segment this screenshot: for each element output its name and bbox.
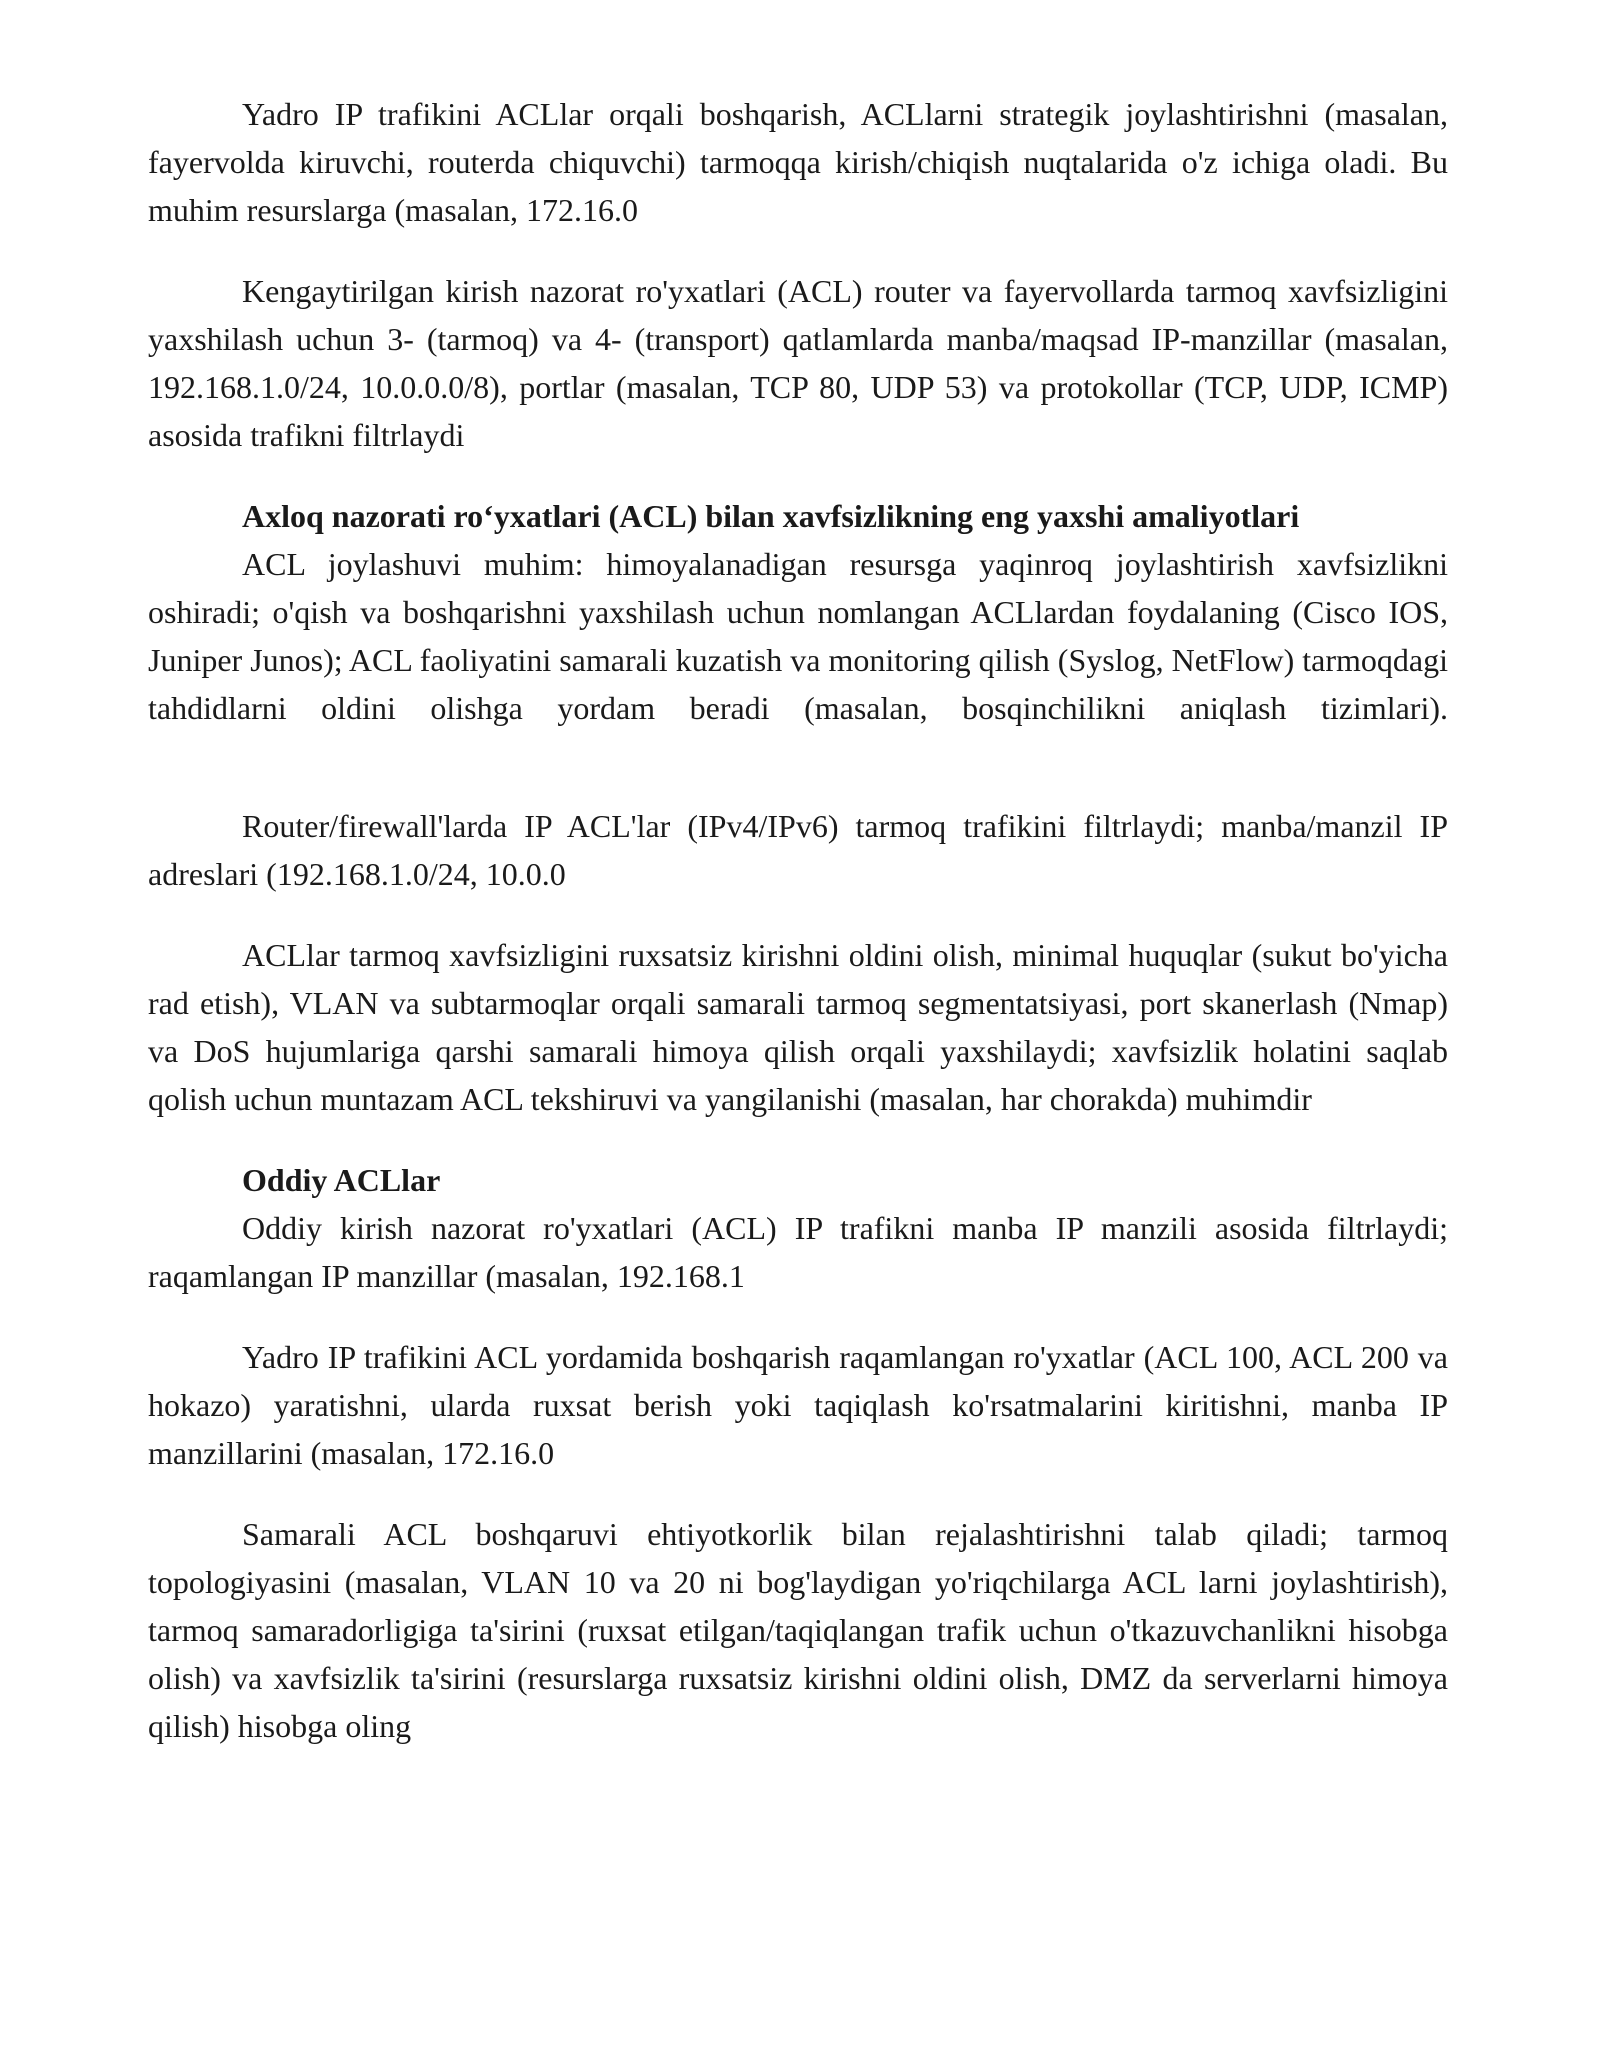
paragraph-ip-acl-router-firewall: Router/firewall'larda IP ACL'lar (IPv4/IPv6) tarmoq trafikini filtrlaydi; manba/manzil IP adreslari (192.168.1.0/24, 10.0.0 bbox=[148, 808, 1448, 892]
paragraph-acl-placement: ACL joylashuvi muhim: himoyalanadigan resursga yaqinroq joylashtirish xavfsizlikni oshiradi; o'qish va boshqarishni yaxshilash uchun nomlangan ACLlardan foydalaning (Cisco IOS, Juniper Junos); ACL faoliyatini samarali kuzatish va monitoring qilish (Syslog, NetFlow) tarmoqdagi tahdidlarni oldini olishga yordam beradi (masalan, bosqinchilikni aniqlash tizimlari). bbox=[148, 546, 1448, 726]
paragraph-core-ip-traffic-acl: Yadro IP trafikini ACLlar orqali boshqarish, ACLlarni strategik joylashtirishni (masalan, fayervolda kiruvchi, routerda chiquvchi) tarmoqqa kirish/chiqish nuqtalarida o'z ichiga oladi. Bu muhim resurslarga (masalan, 172.16.0 bbox=[148, 96, 1448, 228]
document-page bbox=[148, 90, 1448, 1783]
paragraph-standard-acl: Oddiy kirish nazorat ro'yxatlari (ACL) IP trafikni manba IP manzili asosida filtrlaydi; raqamlangan IP manzillar (masalan, 192.168.1 bbox=[148, 1210, 1448, 1294]
heading-acl-best-practices: Axloq nazorati ro‘yxatlari (ACL) bilan xavfsizlikning eng yaxshi amaliyotlari bbox=[242, 498, 1300, 534]
paragraph-acl-management: Samarali ACL boshqaruvi ehtiyotkorlik bilan rejalashtirishni talab qiladi; tarmoq topologiyasini (masalan, VLAN 10 va 20 ni bog'laydigan yo'riqchilarga ACL larni joylashtirish), tarmoq samaradorligiga ta'sirini (ruxsat etilgan/taqiqlangan trafik uchun o'tkazuvchanlikni hisobga olish) va xavfsizlik ta'sirini (resurslarga ruxsatsiz kirishni oldini olish, DMZ da serverlarni himoya qilish) hisobga oling bbox=[148, 1516, 1448, 1744]
heading-standard-acl: Oddiy ACLlar bbox=[242, 1162, 441, 1198]
paragraph-extended-acl: Kengaytirilgan kirish nazorat ro'yxatlari (ACL) router va fayervollarda tarmoq xavfsizligini yaxshilash uchun 3- (tarmoq) va 4- (transport) qatlamlarda manba/maqsad IP-manzillar (masalan, 192.168.1.0/24, 10.0.0.0/8), portlar (masalan, TCP 80, UDP 53) va protokollar (TCP, UDP, ICMP) asosida trafikni filtrlaydi bbox=[148, 273, 1448, 453]
paragraph-numbered-acl: Yadro IP trafikini ACL yordamida boshqarish raqamlangan ro'yxatlar (ACL 100, ACL 200 va hokazo) yaratishni, ularda ruxsat berish yoki taqiqlash ko'rsatmalarini kiritishni, manba IP manzillarini (masalan, 172.16.0 bbox=[148, 1339, 1448, 1471]
paragraph-acl-security-improvement: ACLlar tarmoq xavfsizligini ruxsatsiz kirishni oldini olish, minimal huquqlar (sukut bo'yicha rad etish), VLAN va subtarmoqlar orqali samarali tarmoq segmentatsiyasi, port skanerlash (Nmap) va DoS hujumlariga qarshi samarali himoya qilish orqali yaxshilaydi; xavfsizlik holatini saqlab qolish uchun muntazam ACL tekshiruvi va yangilanishi (masalan, har chorakda) muhimdir bbox=[148, 937, 1448, 1117]
